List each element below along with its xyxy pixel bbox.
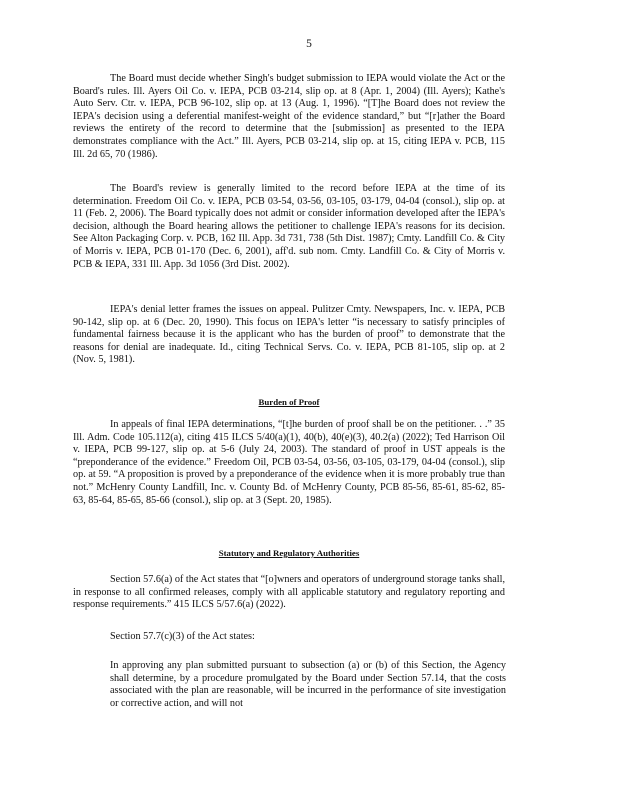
paragraph-text: IEPA's denial letter frames the issues on appeal. Pulitzer Cmty. Newspapers, Inc. v. IEPA, PCB 90-142, slip op. at 6 (Dec. 20, 1990). This focus on IEPA's letter “is necessary to satisfy principles of fundamental fairness because it is the applicant who has the burden of proof” to demonstrate that the reasons for denial are inadequate. Id., citing Technical Servs. Co. v. IEPA, PCB 81-105, slip op. at 2 (Nov. 5, 1981).: [73, 304, 505, 366]
heading-burden-of-proof: [73, 397, 505, 407]
paragraph-board-decide: [73, 73, 505, 161]
paragraph-text: The Board's review is generally limited to the record before IEPA at the time of its determination. Freedom Oil Co. v. IEPA, PCB 03-54, 03-56, 03-105, 03-179, 04-04 (consol.), slip op. at 11 (Feb. 2, 2006). The Board typically does not admit or consider information developed after the IEPA's decision, although the Board hearing allows the petitioner to challenge IEPA's reasons for its decision. See Alton Packaging Corp. v. PCB, 162 Ill. App. 3d 731, 738 (5th Dist. 1987); Cmty. Landfill Co. & City of Morris v. IEPA, PCB 01-170 (Dec. 6, 2001), aff'd. sub nom. Cmty. Landfill Co. & City of Morris v. PCB & IEPA, 331 Ill. App. 3d 1056 (3rd Dist. 2002).: [73, 183, 505, 270]
page-number: 5: [306, 38, 312, 50]
paragraph-text: Section 57.7(c)(3) of the Act states:: [110, 631, 255, 642]
heading-text: Burden of Proof: [258, 397, 320, 407]
quote-text: In approving any plan submitted pursuant to subsection (a) or (b) of this Section, the Agency shall determine, by a procedure promulgated by the Board under Section 57.14, that the costs associated with the plan are reasonable, will be incurred in the performance of site investigation or corrective action, and will not: [110, 660, 506, 709]
paragraph-text: In appeals of final IEPA determinations, “[t]he burden of proof shall be on the petitioner. . .” 35 Ill. Adm. Code 105.112(a), citing 415 ILCS 5/40(a)(1), 40(b), 40(e)(3), 40.2(a) (2022); Ted Harrison Oil v. IEPA, PCB 99-127, slip op. at 5-6 (July 24, 2003). The standard of proof in UST appeals is the “preponderance of the evidence.” Freedom Oil, PCB 03-54, 03-56, 03-105, 03-179, 04-04 (consol.), slip op. at 59. “A proposition is proved by a preponderance of the evidence when it is more probably true than not.” McHenry County Landfill, Inc. v. County Bd. of McHenry County, PCB 85-56, 85-61, 85-62, 85-63, 85-64, 85-65, 85-66 (consol.), slip op. at 3 (Sept. 20, 1985).: [73, 419, 505, 506]
paragraph-denial-letter: [73, 304, 505, 367]
paragraph-burden: [73, 419, 505, 507]
paragraph-board-review: [73, 183, 505, 271]
heading-text: Statutory and Regulatory Authorities: [218, 548, 360, 558]
paragraph-text: The Board must decide whether Singh's budget submission to IEPA would violate the Act or the Board's rules. Ill. Ayers Oil Co. v. IEPA, PCB 03-214, slip op. at 8 (Apr. 1, 2004) (Ill. Ayers); Kathe's Auto Serv. Ctr. v. IEPA, PCB 96-102, slip op. at 13 (Aug. 1, 1996). “[T]he Board does not review the IEPA's decision using a deferential manifest-weight of the evidence standard,” but “[r]ather the Board reviews the entirety of the record to determine that the [submission] as presented to the IEPA demonstrates compliance with the Act.” Ill. Ayers, PCB 03-214, slip op. at 15, citing IEPA v. PCB, 115 Ill. 2d 65, 70 (1986).: [73, 73, 505, 160]
paragraph-text: Section 57.6(a) of the Act states that “[o]wners and operators of underground storage tanks shall, in response to all confirmed releases, comply with all applicable statutory and regulatory reporting and response requirements.” 415 ILCS 5/57.6(a) (2022).: [73, 574, 505, 611]
heading-statutory-authorities: [73, 548, 505, 558]
block-quote: [110, 660, 506, 710]
paragraph-section-57-7: [73, 631, 505, 644]
paragraph-section-57-6: [73, 574, 505, 612]
